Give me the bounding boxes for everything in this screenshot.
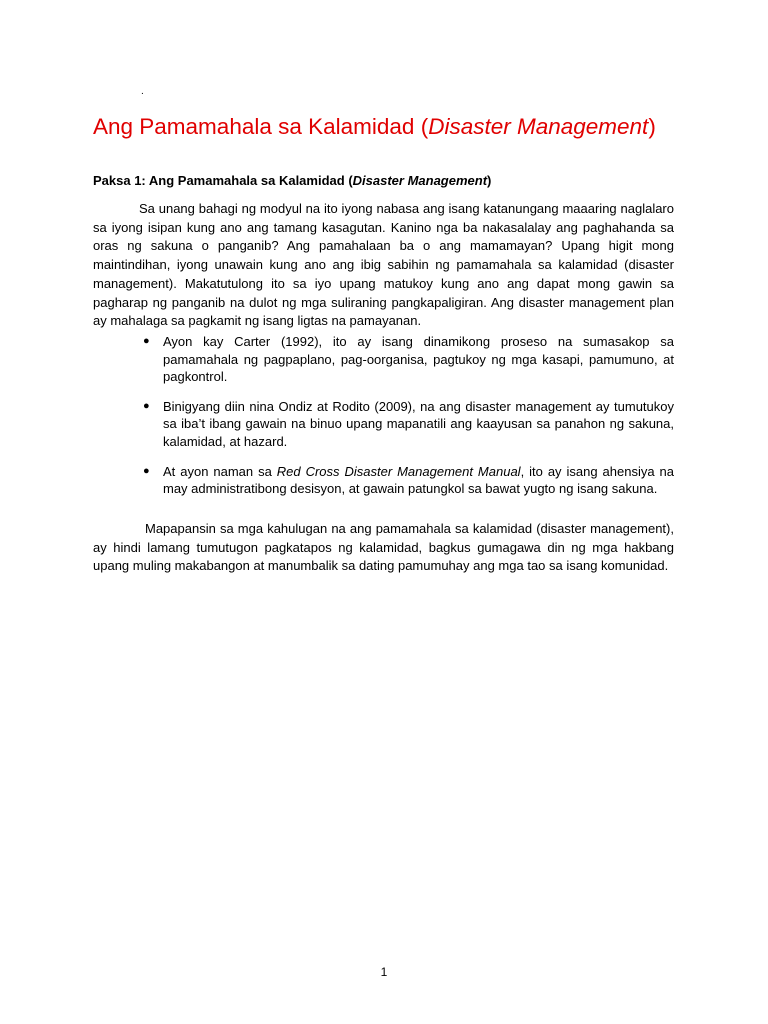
subtitle-paren-close: ) (487, 173, 492, 188)
bullet-text: Binigyang diin nina Ondiz at Rodito (2009), na ang disaster management ay tumutukoy sa iba’t ibang gawain na binuo upang mapanatili ang kaayusan sa panahon ng sakuna, kalamidad, at hazard. (163, 398, 674, 449)
list-item (93, 398, 674, 451)
subtitle-main: Paksa 1: Ang Pamamahala sa Kalamidad (93, 173, 349, 188)
section-heading (93, 172, 491, 190)
conclusion-paragraph: Mapapansin sa mga kahulugan na ang pamamahala sa kalamidad (disaster management), ay hindi lamang tumutugon pagkatapos ng kalamidad, bagkus gumagawa din ng mga hakbang upang muling makabangon at manumbalik sa dating pamumuhay ang mga tao sa isang komunidad. (93, 521, 674, 574)
definition-list (93, 333, 674, 510)
bullet-icon: ● (143, 464, 150, 477)
title-main: Ang Pamamahala sa Kalamidad (93, 114, 421, 139)
bullet-icon: ● (143, 399, 150, 412)
title-paren-open: ( (420, 114, 429, 139)
page-title (93, 112, 733, 142)
list-item (93, 333, 674, 386)
bullet-text: Ayon kay Carter (1992), ito ay isang dinamikong proseso na sumasakop sa pamamahala ng pagpaplano, pag-oorganisa, pagtukoy ng mga kasapi, pamumuno, at pagkontrol. (163, 334, 674, 385)
subtitle-paren-open: ( (348, 173, 353, 188)
intro-paragraph: Sa unang bahagi ng modyul na ito iyong nabasa ang isang katanungang maaaring naglalaro sa iyong isipan kung ano ang tamang kasagutan. Kanino nga ba nakasalalay ang paghahanda sa oras ng sakuna o panganib? Ang pamahalaan ba o ang mamamayan? Upang higit mong maintindihan, iyong unawain kung ano ang ibig sabihin ng pamamahala sa kalamidad (disaster management). Makatutulong ito sa iyo upang matukoy kung ano ang dapat mong gawin sa pagharap ng panganib na dulot ng mga suliraning pangkapaligiran. Ang disaster management plan ay mahalaga sa pagkamit ng isang ligtas na pamayanan. (93, 201, 674, 329)
list-item (93, 463, 674, 498)
bullet-text-before: At ayon naman sa (163, 463, 277, 479)
subtitle-italic: Disaster Management (352, 173, 488, 188)
title-paren-close: ) (648, 114, 656, 139)
bullet-text-italic: Red Cross Disaster Management Manual (276, 463, 521, 479)
header-dot: . (141, 86, 144, 97)
bullet-text-after: , ito ay isang ahensiya na may administratibong desisyon, at gawain patungkol sa bawat yugto ng isang sakuna. (163, 463, 674, 497)
bullet-icon: ● (143, 335, 150, 347)
title-italic: Disaster Management (428, 114, 649, 139)
page-number: 1 (380, 965, 388, 979)
